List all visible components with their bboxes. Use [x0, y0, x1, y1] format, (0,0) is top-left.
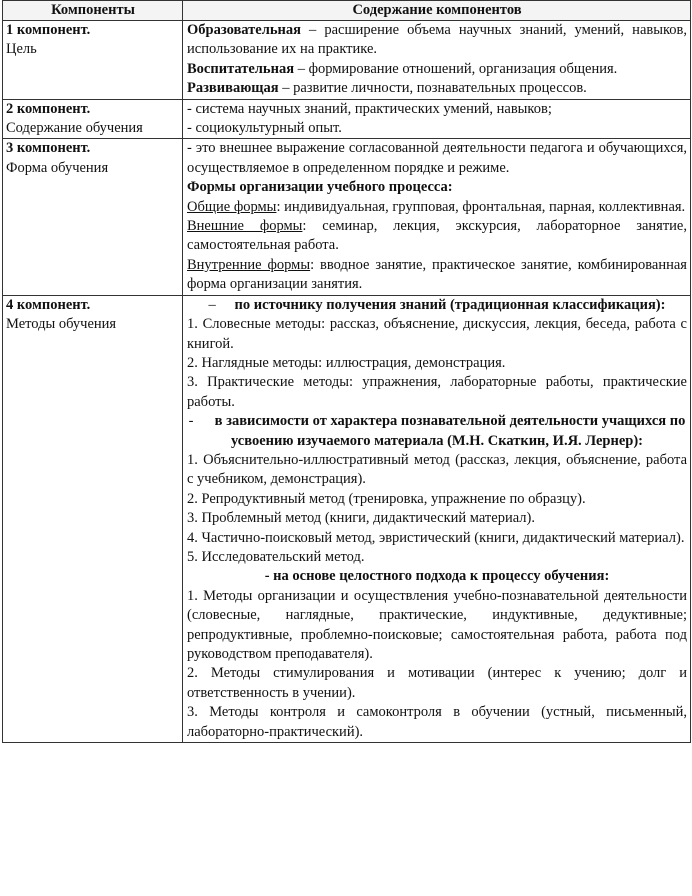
content-cell	[183, 21, 691, 100]
content-item: - система научных знаний, практических умений, навыков;	[187, 100, 552, 117]
header-row	[3, 1, 691, 21]
method-item: 3. Практические методы: упражнения, лабораторные работы, практические работы.	[187, 374, 687, 410]
form-text: : семинар, лекция, экскурсия, лабораторное занятие, самостоятельная работа.	[187, 218, 687, 254]
goal-item	[187, 79, 687, 98]
form-label: Общие формы	[187, 198, 277, 215]
goal-text: – формирование отношений, организация общения.	[294, 60, 618, 77]
header-content: Содержание компонентов	[183, 1, 691, 21]
component-number: 4 компонент.	[6, 296, 91, 313]
component-name: Форма обучения	[6, 159, 109, 176]
goal-term: Воспитательная	[187, 60, 295, 77]
goal-term: Образовательная	[187, 22, 301, 38]
method-item: 1. Словесные методы: рассказ, объяснение, дискуссия, лекция, беседа, работа с книгой.	[187, 316, 687, 352]
method-item: 1. Объяснительно-иллюстративный метод (рассказ, лекция, объяснение, работа с учебником, демонстрация).	[187, 451, 687, 488]
component-name: Цель	[6, 41, 37, 58]
goal-item	[187, 21, 687, 60]
table-row	[3, 139, 691, 295]
form-label: Внешние формы	[187, 218, 303, 235]
method-item: 1. Методы организации и осуществления учебно-познавательной деятельности (словесные, наглядные, практические, индуктивные, дедуктивные; репродуктивные, проблемно-поисковые; самостоятельная работа, работа под руководством преподавателя).	[187, 587, 687, 662]
method-group-title	[187, 412, 687, 451]
form-item	[187, 198, 687, 217]
component-cell	[3, 21, 183, 100]
method-item: 2. Наглядные методы: иллюстрация, демонстрация.	[187, 354, 506, 371]
method-group-title-text: по источнику получения знаний (традиционная классификация):	[234, 296, 666, 313]
form-item	[187, 256, 687, 295]
method-group-title-text: в зависимости от характера познавательной деятельности учащихся по усвоению изучаемого материала (М.Н. Скаткин, И.Я. Лернер):	[214, 413, 686, 449]
method-item: 3. Методы контроля и самоконтроля в обучении (устный, письменный, лабораторно-практический).	[187, 704, 687, 740]
method-group-title	[187, 296, 687, 315]
header-components: Компоненты	[3, 1, 183, 21]
component-cell	[3, 99, 183, 139]
method-item: 4. Частично-поисковый метод, эвристический (книги, дидактический материал).	[187, 529, 685, 546]
component-cell	[3, 139, 183, 295]
content-item: - социокультурный опыт.	[187, 120, 342, 137]
component-number: 3 компонент.	[6, 140, 91, 157]
form-text: : вводное занятие, практическое занятие, комбинированная форма организации занятия.	[187, 256, 687, 293]
form-definition: - это внешнее выражение согласованной деятельности педагога и обучающихся, осуществляемое в определенном порядке и режиме.	[187, 140, 687, 176]
component-number: 1 компонент.	[6, 22, 91, 38]
content-cell	[183, 139, 691, 295]
form-item	[187, 217, 687, 256]
component-cell	[3, 295, 183, 742]
goal-term: Развивающая	[187, 80, 279, 97]
goal-item	[187, 60, 687, 79]
method-item: 2. Методы стимулирования и мотивации (интерес к учению; долг и ответственность в учении).	[187, 665, 687, 701]
forms-subtitle: Формы организации учебного процесса:	[187, 179, 453, 196]
table-row	[3, 99, 691, 139]
table-row	[3, 295, 691, 742]
form-label: Внутренние формы	[187, 256, 311, 273]
content-cell	[183, 295, 691, 742]
component-name: Содержание обучения	[6, 120, 143, 137]
component-number: 2 компонент.	[6, 100, 91, 117]
method-item: 3. Проблемный метод (книги, дидактический материал).	[187, 510, 535, 527]
component-name: Методы обучения	[6, 316, 117, 333]
form-text: : индивидуальная, групповая, фронтальная, парная, коллективная.	[276, 198, 686, 215]
method-item: 2. Репродуктивный метод (тренировка, упражнение по образцу).	[187, 490, 586, 507]
goal-text: – развитие личности, познавательных процессов.	[278, 80, 587, 97]
method-item: 5. Исследовательский метод.	[187, 548, 365, 565]
method-group-title: - на основе целостного подхода к процессу обучения:	[264, 568, 610, 585]
content-cell	[183, 99, 691, 139]
dash-marker: –	[208, 296, 216, 313]
table-row	[3, 21, 691, 100]
components-table	[2, 0, 691, 743]
goal-text: – расширение объема научных знаний, умений, навыков, использование их на практике.	[187, 22, 687, 58]
dash-marker: -	[188, 413, 194, 430]
